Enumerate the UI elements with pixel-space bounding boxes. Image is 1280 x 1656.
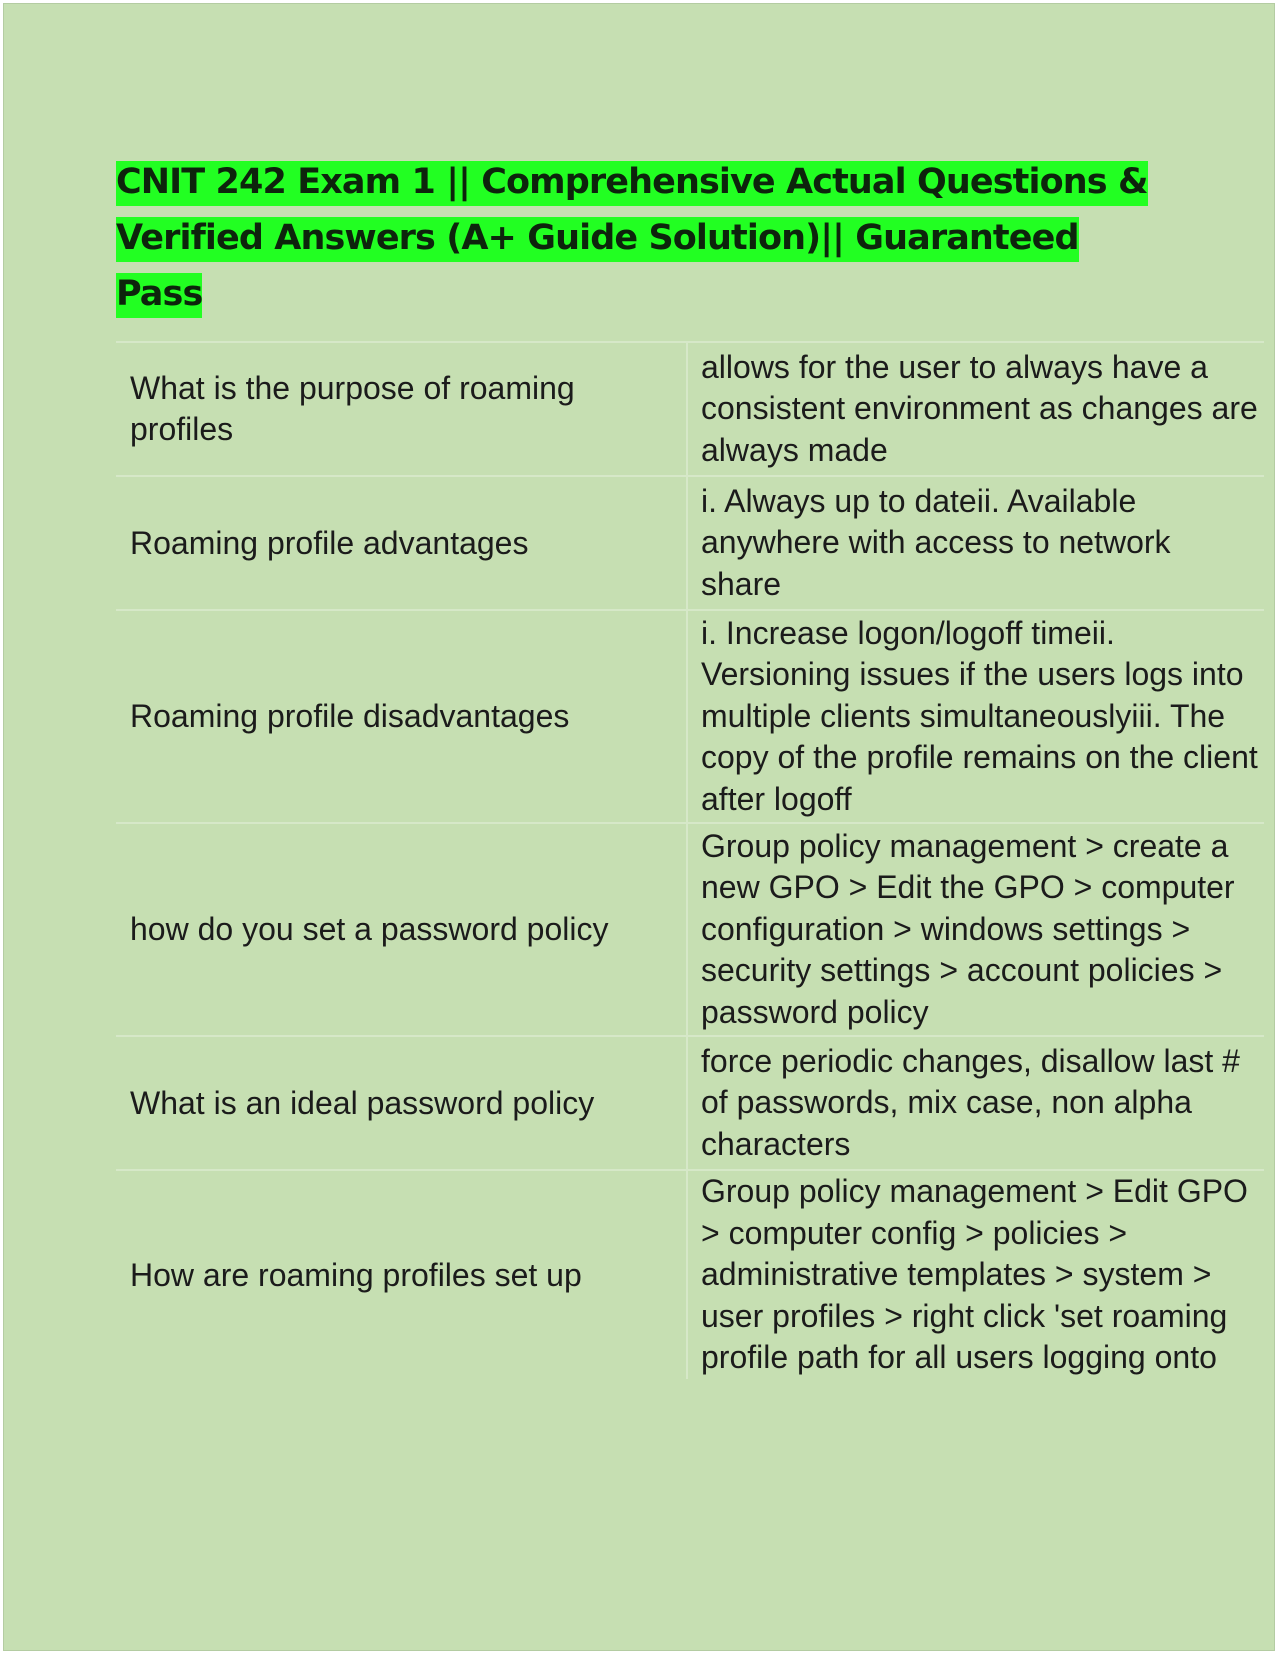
question-cell: What is an ideal password policy — [116, 1037, 688, 1169]
qa-table — [116, 341, 1264, 1379]
answer-cell: Group policy management > create a new GPO > Edit the GPO > computer configuration > windows settings > security settings > account policies > password policy — [701, 827, 1235, 1030]
table-row — [116, 822, 1264, 1035]
answer-cell: i. Always up to dateii. Available anywhere with access to network share — [701, 482, 1171, 602]
question-cell: how do you set a password policy — [116, 824, 688, 1035]
document-page — [3, 3, 1275, 1651]
table-row — [116, 1035, 1264, 1169]
table-row — [116, 475, 1264, 609]
table-row — [116, 1169, 1264, 1379]
answer-cell: i. Increase logon/logoff timeii. Versioning issues if the users logs into multiple clients simultaneouslyiii. The copy of the profile remains on the client after logoff — [701, 614, 1258, 817]
document-title — [116, 154, 1176, 322]
table-row — [116, 609, 1264, 822]
question-cell: Roaming profile advantages — [116, 477, 688, 609]
table-row — [116, 341, 1264, 475]
question-cell: Roaming profile disadvantages — [116, 611, 688, 822]
answer-cell: force periodic changes, disallow last # of passwords, mix case, non alpha characters — [701, 1042, 1240, 1162]
question-cell: How are roaming profiles set up — [116, 1171, 688, 1379]
question-cell: What is the purpose of roaming profiles — [116, 343, 688, 475]
answer-cell: Group policy management > Edit GPO > computer config > policies > administrative templates > system > user profiles > right click 'set roaming profile path for all users logging onto — [701, 1173, 1248, 1376]
answer-cell: allows for the user to always have a consistent environment as changes are always made — [701, 348, 1258, 468]
title-highlight: CNIT 242 Exam 1 || Comprehensive Actual Questions & Verified Answers (A+ Guide Solution)|| Guaranteed Pass — [116, 161, 1148, 318]
